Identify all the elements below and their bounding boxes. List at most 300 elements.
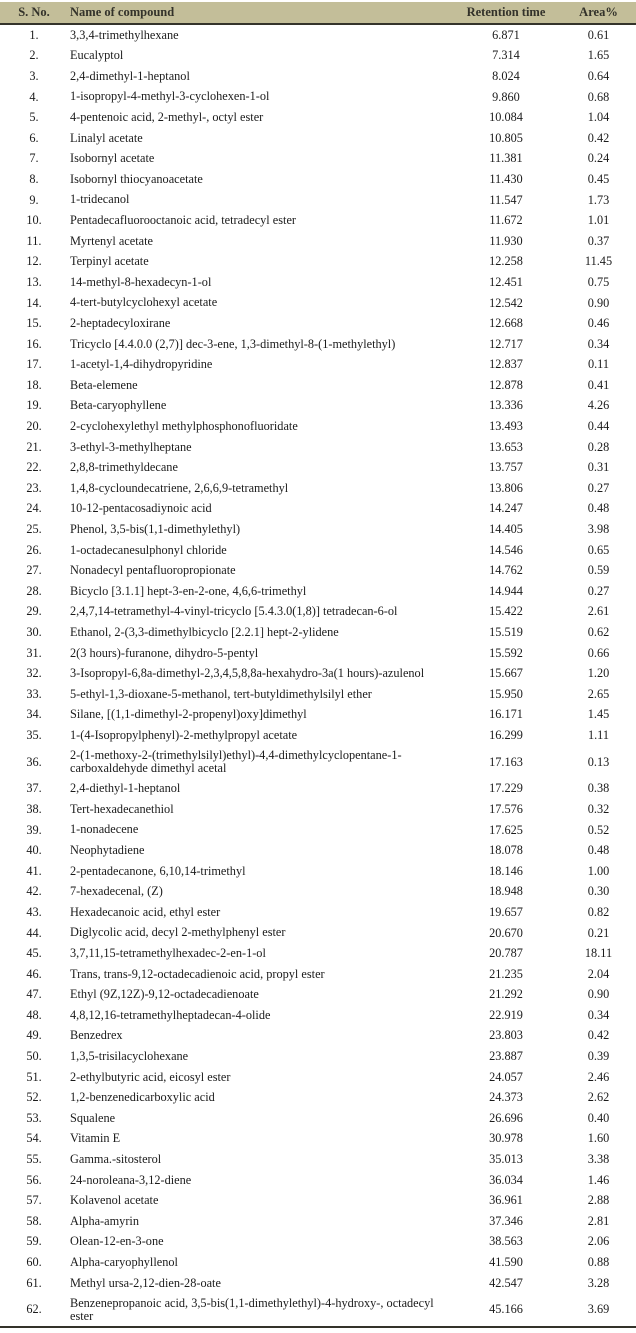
cell-retention-time: 17.625 (489, 822, 523, 837)
table-row (0, 375, 636, 396)
cell-serial-number: 5. (29, 110, 39, 125)
cell-area-percent: 0.27 (587, 583, 610, 598)
cell-retention-time: 11.430 (489, 171, 523, 186)
cell-retention-time: 36.961 (489, 1193, 523, 1208)
cell-retention-time: 14.944 (489, 583, 523, 598)
cell-compound-name: 1-octadecanesulphonyl chloride (70, 542, 227, 557)
cell-serial-number: 55. (26, 1152, 42, 1167)
table-row (0, 943, 636, 964)
cell-retention-time: 23.887 (489, 1049, 523, 1064)
cell-serial-number: 11. (26, 233, 42, 248)
cell-area-percent: 2.62 (587, 1090, 610, 1105)
column-header-name: Name of compound (70, 5, 175, 19)
cell-compound-name: 1-acetyl-1,4-dihydropyridine (70, 357, 213, 372)
cell-area-percent: 2.61 (587, 604, 610, 619)
table-row (0, 231, 636, 252)
table-row (0, 169, 636, 190)
cell-serial-number: 60. (26, 1255, 42, 1270)
cell-area-percent: 0.52 (587, 822, 610, 837)
cell-area-percent: 0.31 (587, 460, 610, 475)
cell-serial-number: 7. (29, 151, 39, 166)
table-row (0, 1026, 636, 1047)
cell-area-percent: 0.13 (587, 754, 610, 769)
table-row (0, 581, 636, 602)
cell-compound-name: Eucalyptol (70, 48, 124, 63)
cell-serial-number: 26. (26, 542, 42, 557)
table-row (0, 725, 636, 746)
column-header-area: Area% (579, 5, 618, 19)
cell-area-percent: 1.04 (587, 110, 610, 125)
cell-area-percent: 2.06 (587, 1234, 610, 1249)
table-row (0, 499, 636, 520)
cell-serial-number: 57. (26, 1193, 42, 1208)
cell-area-percent: 0.24 (587, 151, 610, 166)
cell-compound-name: 2-cyclohexylethyl methylphosphonofluoridate (70, 418, 298, 433)
cell-area-percent: 4.26 (587, 398, 610, 413)
table-row (0, 840, 636, 861)
cell-retention-time: 15.950 (489, 686, 523, 701)
cell-compound-name: Alpha-caryophyllenol (70, 1254, 178, 1269)
cell-compound-name: Terpinyl acetate (70, 254, 149, 269)
cell-retention-time: 11.547 (489, 192, 523, 207)
cell-retention-time: 18.948 (489, 884, 523, 899)
table-row (0, 1211, 636, 1232)
cell-compound-name: Tert-hexadecanethiol (70, 801, 174, 816)
table-row (0, 107, 636, 128)
cell-retention-time: 45.166 (489, 1302, 523, 1317)
cell-retention-time: 38.563 (489, 1234, 523, 1249)
cell-retention-time: 12.542 (489, 295, 523, 310)
cell-area-percent: 2.88 (587, 1193, 610, 1208)
table-row (0, 985, 636, 1006)
table-row (0, 1273, 636, 1294)
cell-serial-number: 20. (26, 419, 42, 434)
cell-retention-time: 12.668 (489, 316, 523, 331)
cell-compound-name: 2,4,7,14-tetramethyl-4-vinyl-tricyclo [5.4.3.0(1,8)] tetradecan-6-ol (70, 604, 398, 619)
cell-area-percent: 3.69 (587, 1302, 610, 1317)
cell-serial-number: 17. (26, 357, 42, 372)
table-row (0, 779, 636, 800)
cell-serial-number: 22. (26, 460, 42, 475)
cell-compound-name: Isobornyl thiocyanoacetate (70, 171, 203, 186)
cell-serial-number: 59. (26, 1234, 42, 1249)
table-row (0, 252, 636, 273)
table-row (0, 663, 636, 684)
cell-serial-number: 25. (26, 522, 42, 537)
cell-retention-time: 19.657 (489, 904, 523, 919)
table-row (0, 149, 636, 170)
cell-retention-time: 26.696 (489, 1110, 523, 1125)
cell-compound-name: Beta-caryophyllene (70, 398, 167, 413)
cell-serial-number: 16. (26, 336, 42, 351)
cell-compound-name: 3,7,11,15-tetramethylhexadec-2-en-1-ol (70, 946, 266, 960)
table-row (0, 684, 636, 705)
table-row (0, 478, 636, 499)
cell-retention-time: 9.860 (492, 89, 520, 104)
cell-area-percent: 0.38 (587, 781, 610, 796)
cell-compound-name: Bicyclo [3.1.1] hept-3-en-2-one, 4,6,6-trimethyl (70, 583, 307, 598)
cell-compound-name: 2-heptadecyloxirane (70, 316, 171, 330)
table-row (0, 416, 636, 437)
table-header-row (0, 2, 636, 25)
table-row (0, 622, 636, 643)
table-row (0, 540, 636, 561)
table-row (0, 190, 636, 211)
cell-compound-name: Silane, [(1,1-dimethyl-2-propenyl)oxy]dimethyl (70, 707, 307, 722)
cell-retention-time: 13.493 (489, 419, 523, 434)
cell-area-percent: 3.98 (587, 522, 610, 537)
cell-area-percent: 0.48 (587, 501, 610, 516)
cell-retention-time: 11.381 (489, 151, 523, 166)
cell-area-percent: 0.28 (587, 439, 610, 454)
cell-retention-time: 12.258 (489, 254, 523, 269)
cell-retention-time: 10.084 (489, 110, 523, 125)
cell-serial-number: 36. (26, 754, 42, 769)
cell-area-percent: 0.44 (587, 419, 610, 434)
cell-retention-time: 36.034 (489, 1172, 523, 1187)
cell-compound-name: 2-ethylbutyric acid, eicosyl ester (70, 1069, 231, 1084)
cell-compound-name: Ethanol, 2-(3,3-dimethylbicyclo [2.2.1] hept-2-ylidene (70, 624, 339, 639)
cell-serial-number: 21. (26, 439, 42, 454)
table-row (0, 861, 636, 882)
cell-area-percent: 0.88 (587, 1255, 610, 1270)
cell-retention-time: 13.806 (489, 480, 523, 495)
table-row (0, 1087, 636, 1108)
cell-retention-time: 12.717 (489, 336, 523, 351)
cell-compound-name: Pentadecafluorooctanoic acid, tetradecyl ester (70, 213, 297, 228)
cell-area-percent: 0.62 (587, 625, 610, 640)
cell-area-percent: 1.20 (587, 666, 610, 681)
cell-area-percent: 0.65 (587, 542, 610, 557)
cell-serial-number: 62. (26, 1302, 42, 1317)
cell-serial-number: 45. (26, 946, 42, 961)
cell-retention-time: 8.024 (492, 68, 520, 83)
cell-serial-number: 35. (26, 727, 42, 742)
cell-compound-name: Gamma.-sitosterol (70, 1151, 162, 1166)
cell-serial-number: 40. (26, 843, 42, 858)
cell-area-percent: 2.46 (587, 1069, 610, 1084)
cell-retention-time: 41.590 (489, 1255, 523, 1270)
cell-serial-number: 61. (26, 1275, 42, 1290)
cell-compound-name: Methyl ursa-2,12-dien-28-oate (70, 1275, 221, 1290)
cell-area-percent: 0.90 (587, 987, 610, 1002)
cell-retention-time: 12.837 (489, 357, 523, 372)
cell-area-percent: 11.45 (584, 254, 613, 269)
cell-area-percent: 0.90 (587, 295, 610, 310)
cell-compound-name: 2,4-diethyl-1-heptanol (70, 781, 181, 796)
cell-serial-number: 52. (26, 1090, 42, 1105)
cell-retention-time: 7.314 (492, 48, 520, 63)
cell-retention-time: 42.547 (489, 1275, 523, 1290)
cell-serial-number: 44. (26, 925, 42, 940)
cell-retention-time: 11.672 (489, 213, 523, 228)
cell-compound-name: 1-isopropyl-4-methyl-3-cyclohexen-1-ol (70, 89, 270, 104)
cell-serial-number: 8. (29, 171, 39, 186)
cell-retention-time: 35.013 (489, 1152, 523, 1167)
cell-compound-name: Beta-elemene (70, 377, 138, 392)
cell-area-percent: 0.46 (587, 316, 610, 331)
cell-area-percent: 0.59 (587, 563, 610, 578)
cell-serial-number: 3. (29, 68, 39, 83)
table-row (0, 46, 636, 67)
cell-serial-number: 33. (26, 686, 42, 701)
cell-serial-number: 51. (26, 1069, 42, 1084)
cell-compound-name: 4,8,12,16-tetramethylheptadecan-4-olide (70, 1007, 271, 1022)
cell-area-percent: 1.46 (587, 1172, 610, 1187)
cell-retention-time: 21.235 (489, 966, 523, 981)
cell-compound-name: 24-noroleana-3,12-diene (70, 1172, 192, 1187)
cell-retention-time: 10.805 (489, 130, 523, 145)
cell-retention-time: 24.057 (489, 1069, 523, 1084)
table-body (0, 25, 636, 1326)
document-page (0, 2, 636, 1328)
table-row (0, 355, 636, 376)
cell-serial-number: 49. (26, 1028, 42, 1043)
table-row (0, 643, 636, 664)
cell-retention-time: 13.653 (489, 439, 523, 454)
table-row (0, 1067, 636, 1088)
cell-serial-number: 28. (26, 583, 42, 598)
cell-area-percent: 1.60 (587, 1131, 610, 1146)
cell-retention-time: 12.451 (489, 274, 523, 289)
cell-retention-time: 14.762 (489, 563, 523, 578)
cell-serial-number: 56. (26, 1172, 42, 1187)
table-row (0, 396, 636, 417)
cell-compound-name: Diglycolic acid, decyl 2-methylphenyl ester (70, 925, 286, 940)
cell-retention-time: 11.930 (489, 233, 523, 248)
cell-area-percent: 1.45 (587, 707, 610, 722)
cell-area-percent: 3.38 (587, 1152, 610, 1167)
cell-retention-time: 23.803 (489, 1028, 523, 1043)
cell-retention-time: 15.422 (489, 604, 523, 619)
table-row (0, 1293, 636, 1326)
cell-area-percent: 2.04 (587, 966, 610, 981)
cell-serial-number: 34. (26, 707, 42, 722)
cell-retention-time: 18.146 (489, 863, 523, 878)
cell-area-percent: 3.28 (587, 1275, 610, 1290)
cell-retention-time: 16.299 (489, 727, 523, 742)
table-row (0, 705, 636, 726)
cell-compound-name: Linalyl acetate (70, 130, 143, 145)
cell-area-percent: 1.01 (587, 213, 610, 228)
table-row (0, 25, 636, 46)
cell-area-percent: 0.32 (587, 801, 610, 816)
cell-compound-name: Olean-12-en-3-one (70, 1234, 164, 1249)
table-row (0, 313, 636, 334)
cell-serial-number: 50. (26, 1049, 42, 1064)
cell-compound-name: 1,3,5-trisilacyclohexane (70, 1048, 189, 1063)
cell-retention-time: 22.919 (489, 1007, 523, 1022)
table-row (0, 602, 636, 623)
table-row (0, 334, 636, 355)
cell-area-percent: 2.81 (587, 1213, 610, 1228)
cell-serial-number: 41. (26, 863, 42, 878)
cell-area-percent: 0.37 (587, 233, 610, 248)
table-row (0, 1170, 636, 1191)
table-row (0, 66, 636, 87)
table-row (0, 128, 636, 149)
cell-serial-number: 23. (26, 480, 42, 495)
table-row (0, 882, 636, 903)
cell-serial-number: 53. (26, 1110, 42, 1125)
table-row (0, 437, 636, 458)
cell-retention-time: 13.336 (489, 398, 523, 413)
table-row (0, 1108, 636, 1129)
cell-area-percent: 0.34 (587, 336, 610, 351)
cell-area-percent: 18.11 (584, 946, 613, 961)
cell-serial-number: 58. (26, 1213, 42, 1228)
table-row (0, 1252, 636, 1273)
cell-compound-name: Myrtenyl acetate (70, 233, 153, 248)
cell-compound-name: 10-12-pentacosadiynoic acid (70, 501, 212, 516)
cell-serial-number: 15. (26, 316, 42, 331)
cell-serial-number: 2. (29, 48, 39, 63)
cell-compound-name: 5-ethyl-1,3-dioxane-5-methanol, tert-butyldimethylsilyl ether (70, 686, 372, 701)
cell-retention-time: 30.978 (489, 1131, 523, 1146)
cell-serial-number: 10. (26, 213, 42, 228)
cell-serial-number: 48. (26, 1007, 42, 1022)
cell-retention-time: 15.519 (489, 625, 523, 640)
cell-area-percent: 0.40 (587, 1110, 610, 1125)
cell-compound-name: Neophytadiene (70, 843, 145, 858)
cell-retention-time: 12.878 (489, 377, 523, 392)
table-row (0, 87, 636, 108)
cell-retention-time: 17.576 (489, 801, 523, 816)
cell-compound-name: 3-Isopropyl-6,8a-dimethyl-2,3,4,5,8,8a-hexahydro-3a(1 hours)-azulenol (70, 666, 425, 681)
table-row (0, 964, 636, 985)
cell-area-percent: 0.30 (587, 884, 610, 899)
cell-compound-name: 4-pentenoic acid, 2-methyl-, octyl ester (70, 110, 264, 125)
cell-serial-number: 12. (26, 254, 42, 269)
cell-retention-time: 13.757 (489, 460, 523, 475)
cell-serial-number: 47. (26, 987, 42, 1002)
cell-area-percent: 0.48 (587, 843, 610, 858)
table-row (0, 293, 636, 314)
table-row (0, 560, 636, 581)
table-row (0, 1129, 636, 1150)
cell-compound-name: 3-ethyl-3-methylheptane (70, 439, 192, 454)
cell-serial-number: 42. (26, 884, 42, 899)
cell-retention-time: 15.667 (489, 666, 523, 681)
cell-compound-name: 2-pentadecanone, 6,10,14-trimethyl (70, 863, 246, 878)
cell-serial-number: 19. (26, 398, 42, 413)
cell-compound-name: Isobornyl acetate (70, 151, 155, 166)
cell-serial-number: 9. (29, 192, 39, 207)
table-row (0, 272, 636, 293)
table-row (0, 746, 636, 779)
cell-compound-name: Benzenepropanoic acid, 3,5-bis(1,1-dimethylethyl)-4-hydroxy-, octadecyl ester (70, 1295, 434, 1323)
cell-area-percent: 0.68 (587, 89, 610, 104)
cell-area-percent: 0.75 (587, 274, 610, 289)
cell-area-percent: 0.11 (587, 357, 610, 372)
cell-area-percent: 1.65 (587, 48, 610, 63)
table-row (0, 1232, 636, 1253)
cell-serial-number: 32. (26, 666, 42, 681)
cell-serial-number: 27. (26, 563, 42, 578)
table-row (0, 902, 636, 923)
cell-retention-time: 20.787 (489, 946, 523, 961)
cell-area-percent: 0.27 (587, 480, 610, 495)
cell-serial-number: 6. (29, 130, 39, 145)
cell-compound-name: 2,4-dimethyl-1-heptanol (70, 68, 190, 83)
cell-retention-time: 21.292 (489, 987, 523, 1002)
cell-area-percent: 0.82 (587, 904, 610, 919)
cell-compound-name: 7-hexadecenal, (Z) (70, 884, 163, 899)
cell-compound-name: 2,8,8-trimethyldecane (70, 460, 178, 475)
cell-retention-time: 18.078 (489, 843, 523, 858)
cell-area-percent: 0.66 (587, 645, 610, 660)
cell-area-percent: 0.42 (587, 130, 610, 145)
cell-area-percent: 0.45 (587, 171, 610, 186)
cell-serial-number: 37. (26, 781, 42, 796)
cell-compound-name: Hexadecanoic acid, ethyl ester (70, 904, 221, 919)
cell-area-percent: 0.21 (587, 925, 610, 940)
cell-area-percent: 0.64 (587, 68, 610, 83)
table-row (0, 519, 636, 540)
cell-retention-time: 17.229 (489, 781, 523, 796)
table-row (0, 820, 636, 841)
cell-retention-time: 6.871 (492, 27, 520, 42)
cell-serial-number: 18. (26, 377, 42, 392)
cell-area-percent: 1.11 (587, 727, 610, 742)
cell-area-percent: 1.00 (587, 863, 610, 878)
table-row (0, 1190, 636, 1211)
cell-area-percent: 0.39 (587, 1049, 610, 1064)
cell-area-percent: 2.65 (587, 686, 610, 701)
cell-compound-name: 3,3,4-trimethylhexane (70, 27, 179, 42)
cell-retention-time: 14.247 (489, 501, 523, 516)
cell-retention-time: 20.670 (489, 925, 523, 940)
column-header-retention-time: Retention time (466, 5, 546, 19)
cell-area-percent: 0.34 (587, 1007, 610, 1022)
column-header-sno: S. No. (18, 5, 50, 19)
cell-serial-number: 38. (26, 801, 42, 816)
cell-serial-number: 39. (26, 822, 42, 837)
cell-retention-time: 17.163 (489, 754, 523, 769)
cell-area-percent: 0.41 (587, 377, 610, 392)
cell-compound-name: 1,4,8-cycloundecatriene, 2,6,6,9-tetramethyl (70, 480, 289, 495)
cell-compound-name: 1-nonadecene (70, 822, 139, 837)
compound-table (0, 2, 636, 1328)
table-row (0, 457, 636, 478)
cell-serial-number: 30. (26, 625, 42, 640)
cell-serial-number: 1. (29, 27, 39, 42)
cell-serial-number: 4. (29, 89, 39, 104)
cell-serial-number: 29. (26, 604, 42, 619)
table-row (0, 923, 636, 944)
table-row (0, 1046, 636, 1067)
cell-serial-number: 54. (26, 1131, 42, 1146)
cell-compound-name: 2-(1-methoxy-2-(trimethylsilyl)ethyl)-4,4-dimethylcyclopentane-1-carboxaldehyde dimethyl acetal (70, 747, 402, 776)
cell-serial-number: 31. (26, 645, 42, 660)
cell-compound-name: Tricyclo [4.4.0.0 (2,7)] dec-3-ene, 1,3-dimethyl-8-(1-methylethyl) (70, 336, 396, 351)
table-row (0, 210, 636, 231)
cell-serial-number: 43. (26, 904, 42, 919)
cell-compound-name: 4-tert-butylcyclohexyl acetate (70, 295, 218, 310)
cell-retention-time: 14.405 (489, 522, 523, 537)
cell-compound-name: 14-methyl-8-hexadecyn-1-ol (70, 274, 212, 289)
cell-compound-name: Alpha-amyrin (70, 1213, 139, 1228)
cell-retention-time: 14.546 (489, 542, 523, 557)
cell-area-percent: 0.42 (587, 1028, 610, 1043)
cell-compound-name: Ethyl (9Z,12Z)-9,12-octadecadienoate (70, 987, 259, 1002)
cell-compound-name: 1-tridecanol (70, 192, 130, 207)
cell-compound-name: Kolavenol acetate (70, 1193, 159, 1208)
cell-compound-name: Trans, trans-9,12-octadecadienoic acid, propyl ester (70, 966, 325, 981)
cell-compound-name: Benzedrex (70, 1028, 123, 1043)
table-row (0, 799, 636, 820)
cell-compound-name: 2(3 hours)-furanone, dihydro-5-pentyl (70, 645, 259, 660)
